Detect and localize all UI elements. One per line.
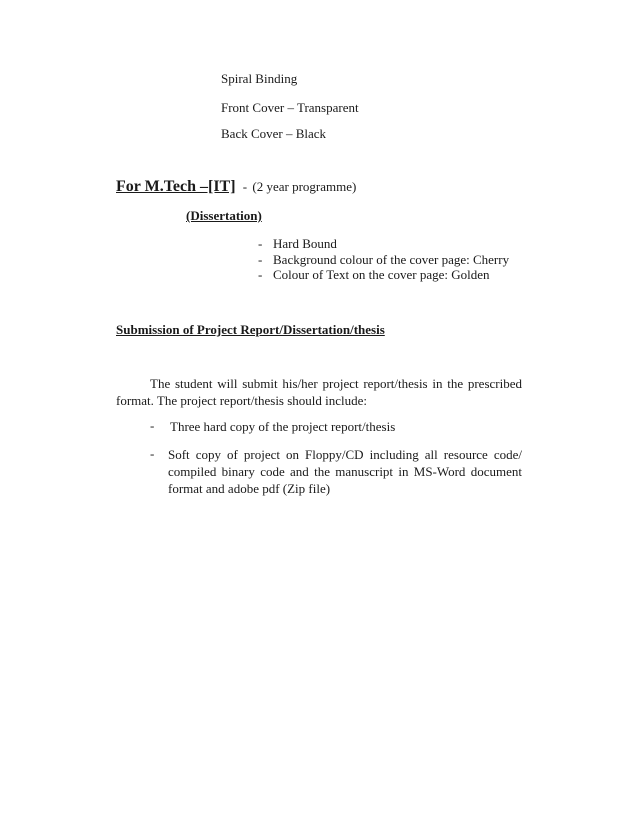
mtech-heading: For M.Tech –[IT] (116, 178, 236, 195)
mtech-list-marker: - (258, 267, 263, 282)
submission-list-marker: - (150, 446, 155, 461)
mtech-heading-dash: - (242, 179, 248, 194)
mtech-list-marker: - (258, 252, 263, 267)
submission-list-marker: - (150, 418, 155, 433)
mtech-list-item: Background colour of the cover page: Cherry (273, 252, 510, 267)
submission-paragraph: The student will submit his/her project report/thesis in the prescribed format. The project report/thesis should include: (116, 376, 522, 408)
mtech-list-marker: - (258, 236, 263, 251)
binding-line-back-cover: Back Cover – Black (221, 126, 327, 141)
dissertation-subheading: (Dissertation) (186, 208, 262, 223)
mtech-heading-row (116, 178, 356, 196)
mtech-list-item: Colour of Text on the cover page: Golden (273, 267, 490, 282)
binding-line-spiral: Spiral Binding (221, 71, 298, 86)
binding-line-front-cover: Front Cover – Transparent (221, 100, 359, 115)
mtech-list-item: Hard Bound (273, 236, 337, 251)
submission-list-item: Three hard copy of the project report/thesis (170, 419, 396, 434)
mtech-programme: (2 year programme) (252, 179, 357, 194)
submission-list-item: Soft copy of project on Floppy/CD including all resource code/ compiled binary code and the manuscript in MS-Word document format and adobe pdf (Zip file) (168, 447, 522, 496)
submission-heading: Submission of Project Report/Dissertation/thesis (116, 322, 385, 337)
